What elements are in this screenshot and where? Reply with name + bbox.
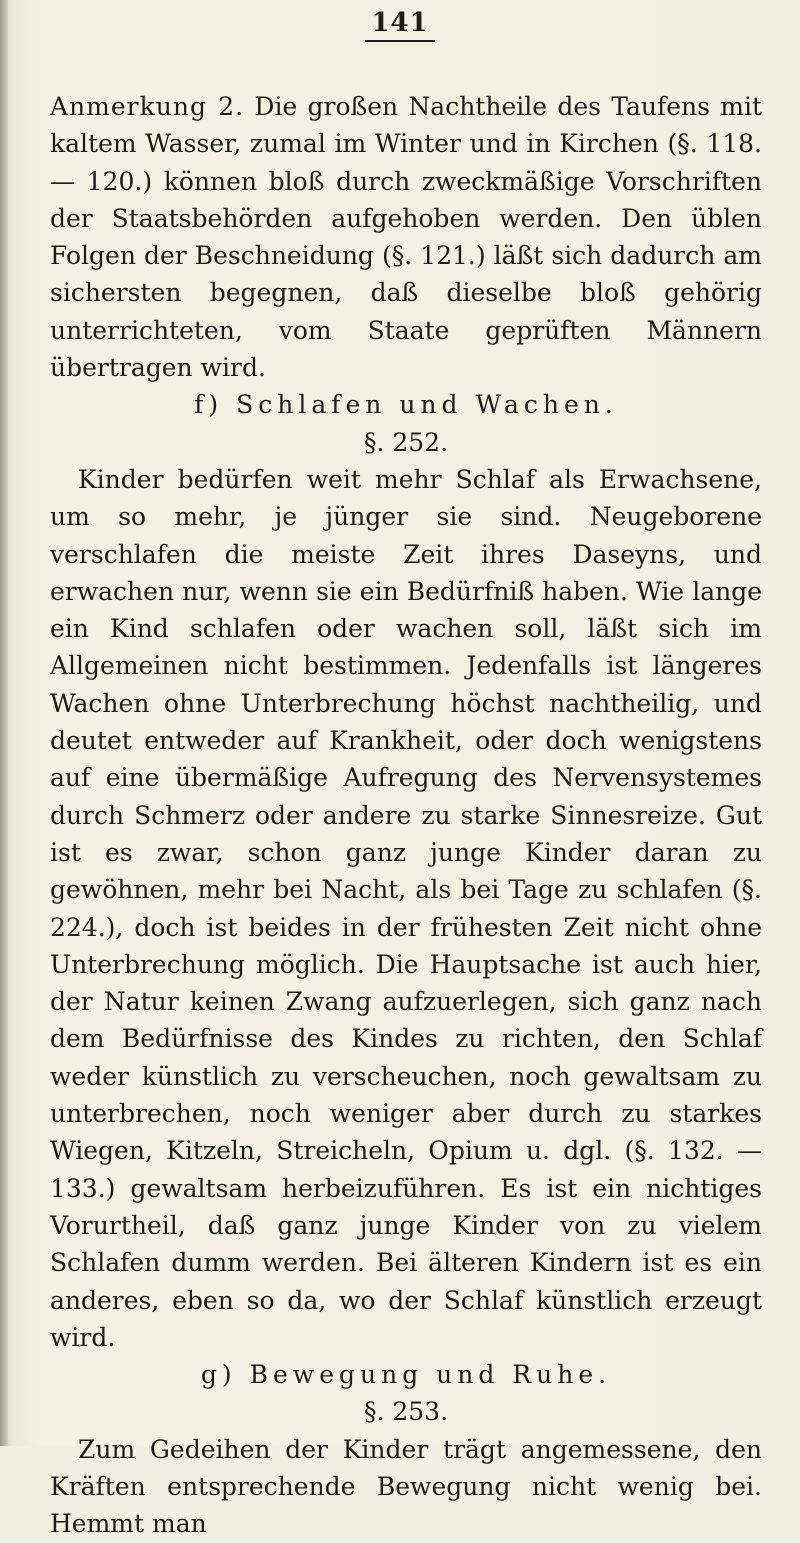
section-number-252: §. 252. [363, 427, 449, 457]
annotation-text: Die großen Nachtheile des Taufens mit kaltem Wasser, zumal im Winter und in Kirchen (§. 118. — 120.) können bloß durch zweckmäßige Vorschriften der Staatsbehörden aufgehoben werden. Den üblen Folgen der Beschneidung (§. 121.) läßt sich dadurch am sichersten begegnen, daß dieselbe bloß gehörig unterrichteten, vom Staate geprüften Männern übertragen wird. [50, 92, 762, 383]
section-heading-movement: g) Bewegung und Ruhe. [200, 1360, 612, 1390]
annotation-lead: Anmerkung 2. [50, 92, 245, 121]
text-body [50, 88, 762, 1543]
page-number-text: 141 [365, 8, 434, 42]
annotation-paragraph [50, 88, 762, 386]
movement-paragraph: Zum Gedeihen der Kinder trägt angemessene, den Kräften entsprechende Bewegung nicht wenig bei. Hemmt man [50, 1434, 762, 1539]
sleep-paragraph: Kinder bedürfen weit mehr Schlaf als Erwachsene, um so mehr, je jünger sie sind. Neugeborene verschlafen die meiste Zeit ihres Daseyns, und erwachen nur, wenn sie ein Bedürfniß haben. Wie lange ein Kind schlafen oder wachen soll, läßt sich im Allgemeinen nicht bestimmen. Jedenfalls ist längeres Wachen ohne Unterbrechung höchst nachtheilig, und deutet entweder auf Krankheit, oder doch wenigstens auf eine übermäßige Aufregung des Nervensystemes durch Schmerz oder andere zu starke Sinnesreize. Gut ist es zwar, schon ganz junge Kinder daran zu gewöhnen, mehr bei Nacht, als bei Tage zu schlafen (§. 224.), doch ist beides in der frühesten Zeit nicht ohne Unterbrechung möglich. Die Hauptsache ist auch hier, der Natur keinen Zwang aufzuerlegen, sich ganz nach dem Bedürfnisse des Kindes zu richten, den Schlaf weder künstlich zu verscheuchen, noch gewaltsam zu unterbrechen, noch weniger aber durch zu starkes Wiegen, Kitzeln, Streicheln, Opium u. dgl. (§. 132. — 133.) gewaltsam herbeizuführen. Es ist ein nichtiges Vorurtheil, daß ganz junge Kinder von zu vielem Schlafen dumm werden. Bei älteren Kindern ist es ein anderes, eben so da, wo der Schlaf künstlich erzeugt wird. [50, 464, 762, 1352]
page-number [0, 8, 800, 42]
section-heading-sleep: f) Schlafen und Wachen. [194, 390, 618, 420]
binding-shadow [0, 0, 8, 1446]
section-number-253: §. 253. [363, 1397, 449, 1427]
